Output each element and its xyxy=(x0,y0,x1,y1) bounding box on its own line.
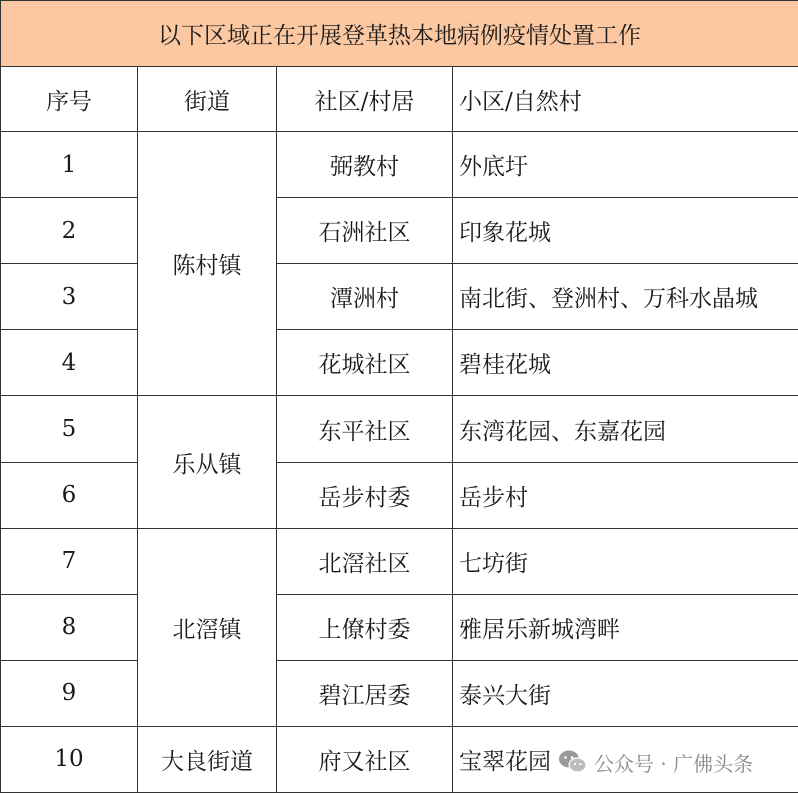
wechat-icon xyxy=(558,749,588,775)
cell-community: 石洲社区 xyxy=(277,198,453,264)
cell-serial: 8 xyxy=(1,594,138,660)
cell-area: 宝翠花园 xyxy=(453,726,798,792)
cell-serial: 3 xyxy=(1,264,138,330)
cell-area: 岳步村 xyxy=(453,462,798,528)
cell-serial: 5 xyxy=(1,396,138,462)
cell-area: 泰兴大街 xyxy=(453,660,798,726)
table-row xyxy=(1,264,798,330)
table-row xyxy=(1,660,798,726)
table-row xyxy=(1,594,798,660)
cell-area: 外底圩 xyxy=(453,132,798,198)
watermark-text: 公众号 · 广佛头条 xyxy=(594,751,754,776)
cell-area: 印象花城 xyxy=(453,198,798,264)
cell-area: 东湾花园、东嘉花园 xyxy=(453,396,798,462)
cell-street: 陈村镇 xyxy=(138,132,277,396)
cell-community: 上僚村委 xyxy=(277,594,453,660)
cell-community: 北滘社区 xyxy=(277,528,453,594)
cell-serial: 1 xyxy=(1,132,138,198)
header-street: 街道 xyxy=(138,67,277,132)
cell-serial: 10 xyxy=(1,726,138,792)
cell-community: 东平社区 xyxy=(277,396,453,462)
table-row xyxy=(1,132,798,198)
header-community: 社区/村居 xyxy=(277,67,453,132)
cell-street: 大良街道 xyxy=(138,726,277,792)
cell-street: 乐从镇 xyxy=(138,396,277,528)
table-row xyxy=(1,198,798,264)
watermark xyxy=(558,747,757,777)
cell-area: 七坊街 xyxy=(453,528,798,594)
table-row xyxy=(1,528,798,594)
cell-serial: 7 xyxy=(1,528,138,594)
cell-area: 南北街、登洲村、万科水晶城 xyxy=(453,264,798,330)
cell-community: 潭洲村 xyxy=(277,264,453,330)
cell-serial: 4 xyxy=(1,330,138,396)
header-serial: 序号 xyxy=(1,67,138,132)
cell-serial: 6 xyxy=(1,462,138,528)
cell-street: 北滘镇 xyxy=(138,528,277,726)
cell-area: 雅居乐新城湾畔 xyxy=(453,594,798,660)
cell-community: 弼教村 xyxy=(277,132,453,198)
table-row xyxy=(1,396,798,462)
cell-community: 碧江居委 xyxy=(277,660,453,726)
cell-serial: 2 xyxy=(1,198,138,264)
table-row xyxy=(1,462,798,528)
cell-serial: 9 xyxy=(1,660,138,726)
table-title: 以下区域正在开展登革热本地病例疫情处置工作 xyxy=(1,1,798,67)
cell-area: 碧桂花城 xyxy=(453,330,798,396)
header-area: 小区/自然村 xyxy=(453,67,798,132)
cell-community: 花城社区 xyxy=(277,330,453,396)
cell-community: 府又社区 xyxy=(277,726,453,792)
cell-community: 岳步村委 xyxy=(277,462,453,528)
table-row xyxy=(1,330,798,396)
